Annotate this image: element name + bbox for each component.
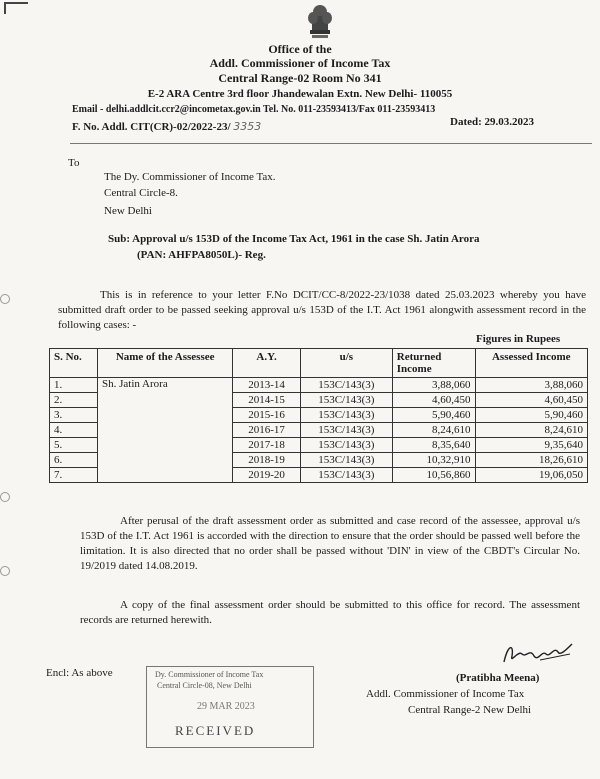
cell-us: 153C/143(3)	[300, 378, 392, 393]
header-office: Office of the	[268, 42, 332, 56]
cell-ay: 2015-16	[233, 408, 301, 423]
header-email: Email - delhi.addlcit.ccr2@incometax.gov.in Tel. No. 011-23593413/Fax 011-23593413	[72, 104, 436, 115]
cell-returned: 3,88,060	[392, 378, 475, 393]
punch-hole	[0, 492, 10, 502]
file-number	[72, 120, 261, 133]
stamp-received: RECEIVED	[175, 723, 256, 738]
cell-returned: 5,90,460	[392, 408, 475, 423]
cell-us: 153C/143(3)	[300, 453, 392, 468]
cell-sno: 7.	[50, 468, 98, 483]
cell-sno: 1.	[50, 378, 98, 393]
cell-ay: 2016-17	[233, 423, 301, 438]
cell-ay: 2017-18	[233, 438, 301, 453]
signatory-range: Central Range-2 New Delhi	[408, 704, 532, 716]
cell-assessed: 18,26,610	[475, 453, 587, 468]
col-assessee: Name of the Assessee	[98, 349, 233, 378]
col-returned: Returned Income	[392, 349, 475, 378]
signature-icon	[500, 640, 576, 668]
col-ay: A.Y.	[233, 349, 301, 378]
cell-assessee: Sh. Jatin Arora	[98, 378, 233, 483]
received-stamp	[146, 666, 314, 748]
cell-sno: 2.	[50, 393, 98, 408]
addressee-line3: New Delhi	[104, 205, 152, 217]
subject-line2: (PAN: AHFPA8050L)- Reg.	[137, 249, 266, 261]
signatory-name: (Pratibha Meena)	[456, 672, 540, 684]
para-copy: A copy of the final assessment order should be submitted to this office for record. The assessment records are returned herewith.	[80, 599, 580, 626]
addressee-line1: The Dy. Commissioner of Income Tax.	[104, 171, 276, 183]
stamp-line1: Dy. Commissioner of Income Tax	[155, 670, 264, 679]
figures-note: Figures in Rupees	[476, 333, 561, 345]
cell-returned: 8,24,610	[392, 423, 475, 438]
cell-us: 153C/143(3)	[300, 423, 392, 438]
cell-ay: 2019-20	[233, 468, 301, 483]
cell-sno: 5.	[50, 438, 98, 453]
cell-assessed: 8,24,610	[475, 423, 587, 438]
addressee-line2: Central Circle-8.	[104, 187, 178, 199]
para-approval: After perusal of the draft assessment order as submitted and case record of the assessee, approval u/s 153D of the I.T. Act 1961 is accorded with the direction to ensure that the order should be passed well before the limitation. It is also directed that no order shall be passed without 'DIN' in view of the CBDT's Circular No. 19/2019 dated 14.08.2019.	[80, 515, 580, 572]
cell-returned: 4,60,450	[392, 393, 475, 408]
corner-mark	[4, 2, 28, 14]
file-number-handwritten: 3353	[233, 120, 262, 133]
table-row	[50, 378, 588, 393]
cell-returned: 10,56,860	[392, 468, 475, 483]
subject-line1: Sub: Approval u/s 153D of the Income Tax Act, 1961 in the case Sh. Jatin Arora	[108, 233, 480, 245]
stamp-line2: Central Circle-08, New Delhi	[157, 681, 252, 690]
header-divider	[70, 143, 592, 144]
cell-sno: 6.	[50, 453, 98, 468]
enclosure: Encl: As above	[46, 667, 113, 679]
cell-ay: 2013-14	[233, 378, 301, 393]
cell-us: 153C/143(3)	[300, 393, 392, 408]
table-header-row	[50, 349, 588, 378]
cell-returned: 10,32,910	[392, 453, 475, 468]
cell-returned: 8,35,640	[392, 438, 475, 453]
national-emblem-icon	[302, 2, 338, 42]
cell-ay: 2018-19	[233, 453, 301, 468]
cell-assessed: 19,06,050	[475, 468, 587, 483]
cell-assessed: 4,60,450	[475, 393, 587, 408]
to-label: To	[68, 157, 80, 169]
punch-hole	[0, 566, 10, 576]
file-number-text: F. No. Addl. CIT(CR)-02/2022-23/	[72, 121, 231, 133]
punch-hole	[0, 294, 10, 304]
cell-sno: 4.	[50, 423, 98, 438]
cases-table	[49, 348, 588, 483]
col-assessed: Assessed Income	[475, 349, 587, 378]
cell-us: 153C/143(3)	[300, 438, 392, 453]
cell-sno: 3.	[50, 408, 98, 423]
cell-us: 153C/143(3)	[300, 408, 392, 423]
para-reference: This is in reference to your letter F.No DCIT/CC-8/2022-23/1038 dated 25.03.2023 whereby you have submitted draft order to be passed seeking approval u/s 153D of the I.T. Act 1961 alongwith assessment record in the following cases: -	[58, 289, 586, 331]
col-sno: S. No.	[50, 349, 98, 378]
cell-assessed: 9,35,640	[475, 438, 587, 453]
cell-us: 153C/143(3)	[300, 468, 392, 483]
header-title: Addl. Commissioner of Income Tax	[209, 56, 391, 70]
cell-assessed: 5,90,460	[475, 408, 587, 423]
col-us: u/s	[300, 349, 392, 378]
header-range: Central Range-02 Room No 341	[218, 71, 382, 85]
cell-ay: 2014-15	[233, 393, 301, 408]
signatory-title: Addl. Commissioner of Income Tax	[366, 688, 525, 700]
cell-assessed: 3,88,060	[475, 378, 587, 393]
dated: Dated: 29.03.2023	[450, 116, 535, 128]
stamp-date: 29 MAR 2023	[197, 701, 255, 712]
header-address: E-2 ARA Centre 3rd floor Jhandewalan Extn. New Delhi- 110055	[147, 88, 453, 100]
